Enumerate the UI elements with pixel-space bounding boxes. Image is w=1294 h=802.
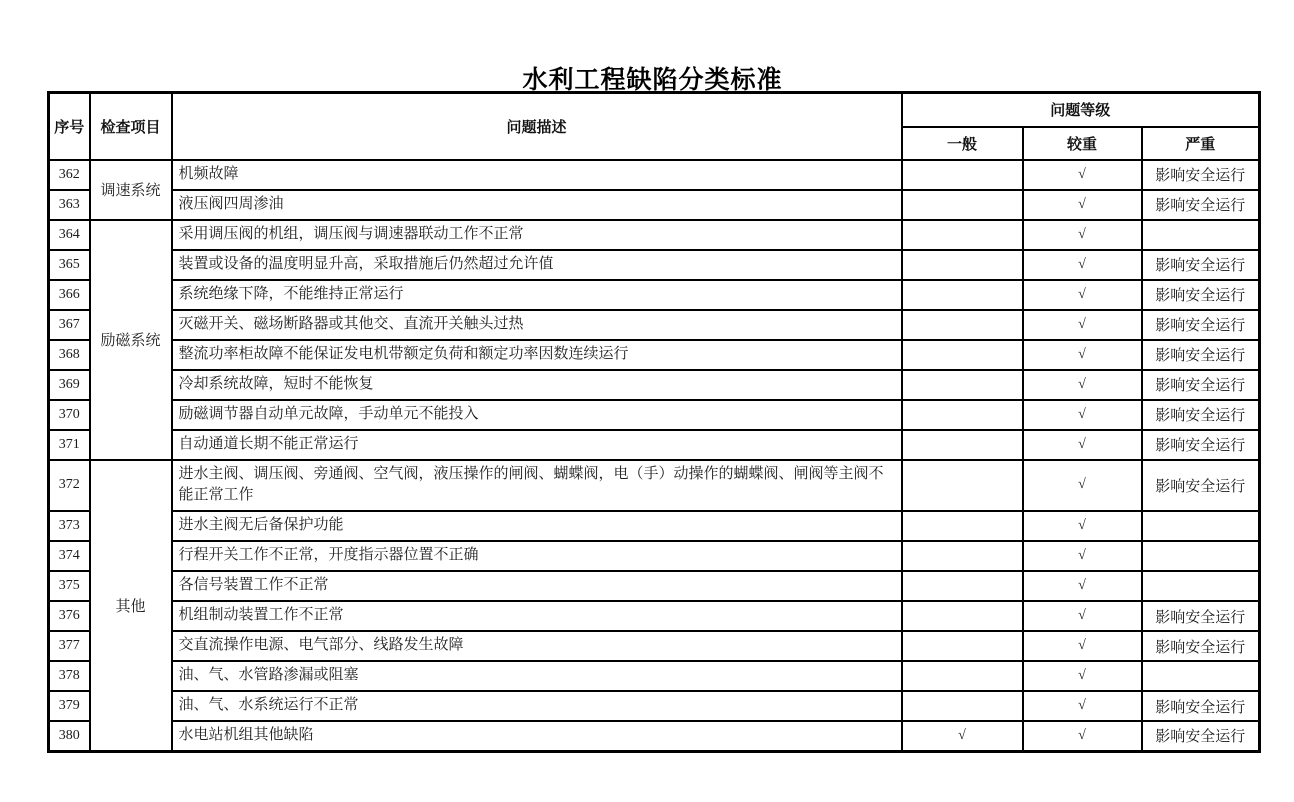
- description-cell: 励磁调节器自动单元故障，手动单元不能投入: [172, 400, 902, 430]
- level-general-cell: [902, 340, 1023, 370]
- level-general-cell: [902, 370, 1023, 400]
- description-cell: 机组制动装置工作不正常: [172, 601, 902, 631]
- serial-cell: 364: [49, 220, 90, 250]
- level-moderate-cell: √: [1023, 190, 1142, 220]
- description-cell: 采用调压阀的机组，调压阀与调速器联动工作不正常: [172, 220, 902, 250]
- level-general-cell: [902, 691, 1023, 721]
- serial-cell: 365: [49, 250, 90, 280]
- description-cell: 系统绝缘下降，不能维持正常运行: [172, 280, 902, 310]
- table-row: [49, 430, 1260, 460]
- description-cell: 进水主阀无后备保护功能: [172, 511, 902, 541]
- description-cell: 灭磁开关、磁场断路器或其他交、直流开关触头过热: [172, 310, 902, 340]
- description-cell: 装置或设备的温度明显升高，采取措施后仍然超过允许值: [172, 250, 902, 280]
- category-cell: 其他: [90, 460, 172, 752]
- level-moderate-cell: √: [1023, 280, 1142, 310]
- level-severe-cell: 影响安全运行: [1142, 310, 1260, 340]
- level-general-cell: [902, 220, 1023, 250]
- level-moderate-cell: √: [1023, 631, 1142, 661]
- table-row: [49, 370, 1260, 400]
- serial-cell: 377: [49, 631, 90, 661]
- level-general-cell: [902, 310, 1023, 340]
- description-cell: 各信号装置工作不正常: [172, 571, 902, 601]
- table-header: [49, 93, 1260, 160]
- header-row-1: [49, 93, 1260, 127]
- header-serial: 序号: [49, 93, 90, 160]
- defect-classification-table: [47, 91, 1261, 753]
- description-cell: 整流功率柜故障不能保证发电机带额定负荷和额定功率因数连续运行: [172, 340, 902, 370]
- level-moderate-cell: √: [1023, 370, 1142, 400]
- level-general-cell: [902, 280, 1023, 310]
- table-row: [49, 601, 1260, 631]
- level-general-cell: [902, 190, 1023, 220]
- table-row: [49, 631, 1260, 661]
- level-severe-cell: 影响安全运行: [1142, 691, 1260, 721]
- level-severe-cell: [1142, 511, 1260, 541]
- level-severe-cell: 影响安全运行: [1142, 430, 1260, 460]
- table-row: [49, 310, 1260, 340]
- header-description: 问题描述: [172, 93, 902, 160]
- serial-cell: 378: [49, 661, 90, 691]
- level-severe-cell: 影响安全运行: [1142, 460, 1260, 512]
- header-level-moderate: 较重: [1023, 127, 1142, 160]
- serial-cell: 376: [49, 601, 90, 631]
- level-severe-cell: 影响安全运行: [1142, 631, 1260, 661]
- table-row: [49, 511, 1260, 541]
- header-level-general: 一般: [902, 127, 1023, 160]
- level-moderate-cell: √: [1023, 310, 1142, 340]
- table-row: [49, 460, 1260, 512]
- description-cell: 机频故障: [172, 160, 902, 190]
- level-general-cell: [902, 601, 1023, 631]
- header-level-group: 问题等级: [902, 93, 1260, 127]
- level-severe-cell: [1142, 661, 1260, 691]
- level-general-cell: [902, 631, 1023, 661]
- serial-cell: 370: [49, 400, 90, 430]
- level-general-cell: [902, 511, 1023, 541]
- serial-cell: 366: [49, 280, 90, 310]
- level-moderate-cell: √: [1023, 220, 1142, 250]
- level-severe-cell: [1142, 220, 1260, 250]
- level-moderate-cell: √: [1023, 460, 1142, 512]
- level-severe-cell: 影响安全运行: [1142, 601, 1260, 631]
- level-severe-cell: 影响安全运行: [1142, 250, 1260, 280]
- level-moderate-cell: √: [1023, 571, 1142, 601]
- table-body: [49, 160, 1260, 752]
- level-general-cell: [902, 250, 1023, 280]
- table-row: [49, 280, 1260, 310]
- serial-cell: 367: [49, 310, 90, 340]
- serial-cell: 362: [49, 160, 90, 190]
- description-cell: 油、气、水系统运行不正常: [172, 691, 902, 721]
- level-moderate-cell: √: [1023, 511, 1142, 541]
- level-general-cell: [902, 571, 1023, 601]
- level-severe-cell: 影响安全运行: [1142, 721, 1260, 751]
- level-moderate-cell: √: [1023, 691, 1142, 721]
- table-row: [49, 220, 1260, 250]
- level-moderate-cell: √: [1023, 541, 1142, 571]
- table-row: [49, 250, 1260, 280]
- table-row: [49, 541, 1260, 571]
- level-severe-cell: [1142, 541, 1260, 571]
- description-cell: 冷却系统故障，短时不能恢复: [172, 370, 902, 400]
- level-severe-cell: 影响安全运行: [1142, 400, 1260, 430]
- serial-cell: 374: [49, 541, 90, 571]
- serial-cell: 369: [49, 370, 90, 400]
- header-level-severe: 严重: [1142, 127, 1260, 160]
- serial-cell: 372: [49, 460, 90, 512]
- table-row: [49, 340, 1260, 370]
- level-moderate-cell: √: [1023, 721, 1142, 751]
- level-moderate-cell: √: [1023, 661, 1142, 691]
- table-row: [49, 661, 1260, 691]
- serial-cell: 380: [49, 721, 90, 751]
- serial-cell: 375: [49, 571, 90, 601]
- table-row: [49, 190, 1260, 220]
- serial-cell: 379: [49, 691, 90, 721]
- level-general-cell: [902, 460, 1023, 512]
- description-cell: 交直流操作电源、电气部分、线路发生故障: [172, 631, 902, 661]
- description-cell: 进水主阀、调压阀、旁通阀、空气阀，液压操作的闸阀、蝴蝶阀，电（手）动操作的蝴蝶阀、闸阀等主阀不能正常工作: [172, 460, 902, 512]
- level-general-cell: [902, 430, 1023, 460]
- level-general-cell: [902, 541, 1023, 571]
- header-category: 检查项目: [90, 93, 172, 160]
- level-general-cell: [902, 661, 1023, 691]
- category-cell: 励磁系统: [90, 220, 172, 460]
- level-general-cell: [902, 160, 1023, 190]
- description-cell: 自动通道长期不能正常运行: [172, 430, 902, 460]
- level-severe-cell: 影响安全运行: [1142, 160, 1260, 190]
- level-severe-cell: 影响安全运行: [1142, 190, 1260, 220]
- level-general-cell: √: [902, 721, 1023, 751]
- level-general-cell: [902, 400, 1023, 430]
- level-moderate-cell: √: [1023, 340, 1142, 370]
- level-moderate-cell: √: [1023, 430, 1142, 460]
- page-title: 水利工程缺陷分类标准: [522, 66, 783, 94]
- table-row: [49, 691, 1260, 721]
- description-cell: 液压阀四周渗油: [172, 190, 902, 220]
- description-cell: 水电站机组其他缺陷: [172, 721, 902, 751]
- level-moderate-cell: √: [1023, 400, 1142, 430]
- serial-cell: 373: [49, 511, 90, 541]
- level-moderate-cell: √: [1023, 160, 1142, 190]
- level-severe-cell: [1142, 571, 1260, 601]
- level-severe-cell: 影响安全运行: [1142, 280, 1260, 310]
- level-severe-cell: 影响安全运行: [1142, 340, 1260, 370]
- description-cell: 行程开关工作不正常，开度指示器位置不正确: [172, 541, 902, 571]
- serial-cell: 368: [49, 340, 90, 370]
- table-row: [49, 400, 1260, 430]
- serial-cell: 371: [49, 430, 90, 460]
- serial-cell: 363: [49, 190, 90, 220]
- table-row: [49, 160, 1260, 190]
- level-severe-cell: 影响安全运行: [1142, 370, 1260, 400]
- category-cell: 调速系统: [90, 160, 172, 220]
- table-row: [49, 721, 1260, 751]
- level-moderate-cell: √: [1023, 250, 1142, 280]
- level-moderate-cell: √: [1023, 601, 1142, 631]
- table-row: [49, 571, 1260, 601]
- description-cell: 油、气、水管路渗漏或阻塞: [172, 661, 902, 691]
